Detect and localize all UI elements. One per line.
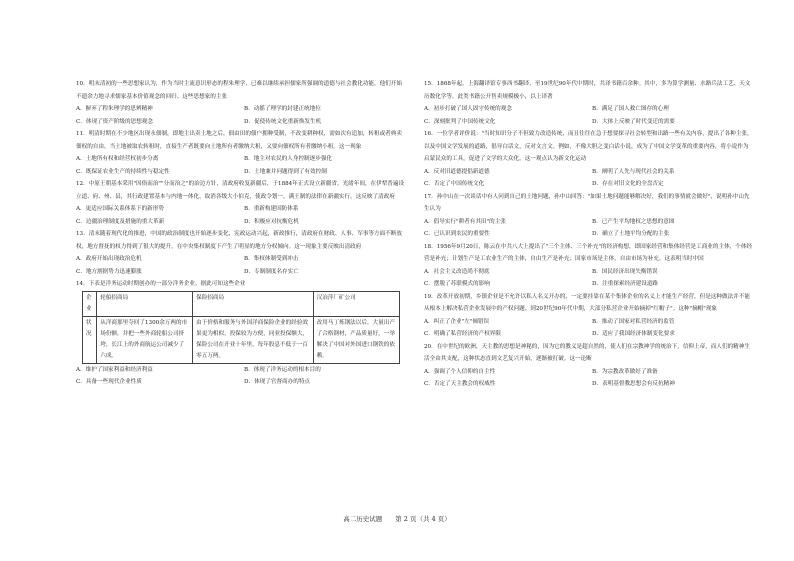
answer-option: C．明确了私营经济的产权界限: [424, 331, 501, 337]
answer-option: D．土地兼并问题得到了有效控制: [244, 168, 327, 175]
question-stem: 13．清末随着现代化的推进，中国的政治制度也开始逐步变化，宪政运动兴起，新政推行，清政府在财政、人事、军事等方面不断放权，地方督抚的权力得到了很大的提升，在中央集权制度下产生了明显的地方分权倾向。这一现象主要反映出清政府: [76, 231, 402, 250]
answer-option: D．专制制度名存实亡: [244, 268, 299, 275]
answer-option: A．政府开始出现政治危机: [76, 256, 142, 262]
answer-options: [424, 166, 754, 191]
question-stem: 20．在中世纪的欧洲，天主教的思想是神秘的，因为它的教义是超自然的，使人们在宗教神学的统治下，信仰上帝，而人们的精神生活全由其支配，这种状态直到文艺复兴开始，逐渐被打破。这一论断: [424, 343, 750, 362]
table-header: 轮船招商局: [97, 291, 193, 316]
answer-option: C．边疆治理制度及措施的重大革新: [76, 218, 165, 225]
answer-option: A．社会主义改造尚不彻底: [424, 268, 490, 275]
answer-option: B．已产生平均地权之思想的意图: [592, 218, 675, 225]
question-q19: [424, 291, 754, 341]
question-q10: [76, 78, 406, 128]
question-q18: [424, 241, 754, 291]
answer-option: A．纠正了企业"左"倾错误: [424, 318, 490, 325]
question-stem: 10．明末清初的一些思想家认为，作为当时主流意识形态的程朱理学，已难以继续承担儒家所强调的道德与社会教化功能，他们开始不遗余力地寻求儒家基本价值观念的回归。这些思想家的主张: [76, 81, 402, 100]
question-q13: [76, 228, 406, 278]
answer-options: [424, 216, 754, 241]
question-stem: 16．一位学者评价说："当时知识分子不但致力改造传统，而且往往在急于想要探寻社会转型和出路一些有关内容，提出了各种主张，以及中国文学发展的道路，倡导白话文，反对文言文。例如，不像大胆之变白话小说，成为了中国文学变革的重要内容，将小说作为启蒙民众的工具，促进了文学的大众化。这一观点认为新文化运动: [424, 131, 753, 162]
question-q12: [76, 178, 406, 228]
answer-option: A．更适应国际关系体系下的新形势: [76, 206, 164, 212]
question-q15: [424, 78, 754, 128]
answer-option: A．土地所有权和经营权初步分离: [76, 156, 159, 162]
question-stem: 18．1956年9月20日，陈云在中共八大上提出了"三个主体、三个补充"的经济构想，即国家经营和集体经营是工商业的主体，个体经营是补充；计划生产是工农业生产的主体，自由生产是补充；国家市场是主体，自由市场为补充。这表明当时中国: [424, 243, 753, 262]
answer-option: C．深刻批判了中国传统文化: [424, 118, 496, 125]
answer-option: A．强调了个人信仰的自主性: [424, 368, 496, 375]
question-stem: 17．孙中山在一次谈话中有人问到自己的土地问题，孙中山回答："如果土地问题能够解决好，我们的事情就会做好"，说明孙中山先生认为: [424, 193, 750, 212]
answer-option: D．表明基督教思想会有反抗精神: [592, 381, 675, 387]
question-q17: [424, 191, 754, 241]
table-row: [83, 316, 400, 363]
question-q11: [76, 128, 406, 178]
answer-options: [424, 103, 754, 128]
table-row-label: 状况: [83, 316, 97, 363]
answer-option: B．推动了国家对私营经济的监管: [592, 318, 675, 325]
answer-options: [424, 366, 754, 391]
answer-option: C．体现了资产阶级的思想观念: [76, 118, 153, 125]
answer-options: [76, 153, 406, 178]
answer-option: C．既保证农业生产的持续性与稳定性: [76, 168, 170, 175]
table-header: 企业: [83, 291, 97, 316]
answer-option: A．倡导实行"耕者有其田"的主张: [424, 218, 506, 225]
answer-option: C．具备一些现代企业性质: [76, 379, 142, 385]
answer-option: B．为宗教改革做好了准备: [592, 368, 658, 375]
answer-option: A．维护了国家利益和经济利益: [76, 366, 153, 373]
answer-option: D．适应了我国经济体制变化要求: [592, 331, 675, 337]
answer-option: D．存在对旧文化的全盘否定: [592, 181, 664, 187]
table-cell: 从洋商那里夺回了1300余万两的市场份额，并把一些外商轮船公司挤垮，长江上的外商航运公司减少了六成。: [97, 316, 193, 363]
answer-option: A．摒弃了程朱理学的思辨精神: [76, 106, 153, 112]
answer-option: C．否定了天主教会的权威性: [424, 381, 496, 387]
question-stem: 19．改革开放初期，乡镇企业是不允许以私人名义开办的，一定要挂靠在某个集体企业的名义上才能生产经营，但是这种做法并不能从根本上解决私营企业发展中的产权问题。到20世纪90年代中期，大部分私营企业开始摘掉"红帽子"。这种"摘帽"现象: [424, 293, 750, 312]
question-q14: [76, 278, 406, 389]
answer-option: D．积极应对抗衡危机: [244, 218, 299, 225]
answer-options: [424, 266, 754, 291]
answer-option: B．集权体制受到冲击: [244, 256, 299, 262]
answer-option: D．注重探索经济建设道路: [592, 281, 659, 287]
table-cell: 由于价格和服务与外国洋商保险企业的经验效果更为相似，投保较为方便，同业投保额大，保险公司在开业十年里，每年股息不低于一百零五万两。: [193, 316, 313, 363]
question-stem: 14．下表是洋务运动时期创办的一部分洋务企业。据此可知这些企业: [76, 281, 246, 287]
left-column: [76, 78, 406, 389]
answer-option: D．促使传统文化重新焕发生机: [244, 118, 322, 125]
question-q16: [424, 128, 754, 191]
question-stem: 12．中原王朝基本采用"因俗而治""分而治之"的治边方针，清政府收复新疆后，于1884年正式设立新疆省。光绪年间，在伊犁普遍设立道、府、州、县，其行政建置基本与内地一体化，取消各级大小伯克，使政令划一，满王制的法律在新疆实行。这反映了清政府: [76, 181, 405, 200]
answer-option: C．地方割据势力迅速膨胀: [76, 268, 142, 275]
answer-option: B．重新构建国防体系: [244, 206, 299, 212]
answer-options: [76, 203, 406, 228]
answer-option: B．地主对农民的人身控制逐步强化: [244, 156, 333, 162]
answer-option: C．摆脱了苏联模式的影响: [424, 281, 490, 287]
right-column: [424, 78, 754, 391]
table-cell: 改用马丁炼钢法以后，大量出产了合格钢材，产品质量好，一举解决了中国对外国进口钢铁的依赖。: [313, 316, 399, 363]
answer-option: D．大体上反映了时代变迁的需要: [592, 118, 675, 125]
answer-options: [76, 253, 406, 278]
answer-option: A．初步打破了国人固守传统的观念: [424, 106, 512, 112]
question-stem: 11．明清时期在不少地区出现永佃制，即地主出卖土地之后，佃由田的佃户拥种受制，不改变耕种权，需如次有追加，转租或者典卖佃权的自由，当土地被取农转租时，直接生产者既要向土地所有者缴纳大租，又要向佃权所有者缴纳小租。这一现象: [76, 131, 402, 150]
answer-option: B．阐明了人先与现代社会的关系: [592, 168, 675, 175]
answer-option: D．体现了官督商办的特点: [244, 379, 311, 385]
answer-option: B．满足了国人救亡图存的心理: [592, 106, 669, 112]
table-header: 汉冶萍厂矿公司: [313, 291, 399, 316]
answer-options: [76, 364, 406, 389]
answer-option: A．反对旧道德提倡新道德: [424, 168, 490, 175]
answer-option: C．否定了中国传统文化: [424, 181, 485, 187]
page-footer: 高二历史试题 第 2 页（共 4 页）: [343, 515, 451, 523]
answer-options: [424, 316, 754, 341]
answer-options: [76, 103, 406, 128]
answer-option: B．动摇了理学的封建正统地位: [244, 106, 321, 112]
table-header: 保险招商局: [193, 291, 313, 316]
answer-option: B．国民经济出现失衡错误: [592, 268, 658, 275]
question-stem: 15．1868年起，上海翻译馆专事西书翻译，至19世纪90年代中期时，共译书籍百余种。其中，多为算学测量、水路兵法工艺、天文历数化学等。此类书籍公开售卖规模极小，以上译著: [424, 81, 751, 100]
question-q20: [424, 341, 754, 391]
enterprise-table: [82, 291, 400, 364]
answer-option: B．体现了洋务运动的根本目的: [244, 366, 321, 373]
answer-option: D．确立了土地平均分配的主张: [592, 231, 670, 237]
answer-option: C．已认识到农民的重要性: [424, 231, 490, 237]
